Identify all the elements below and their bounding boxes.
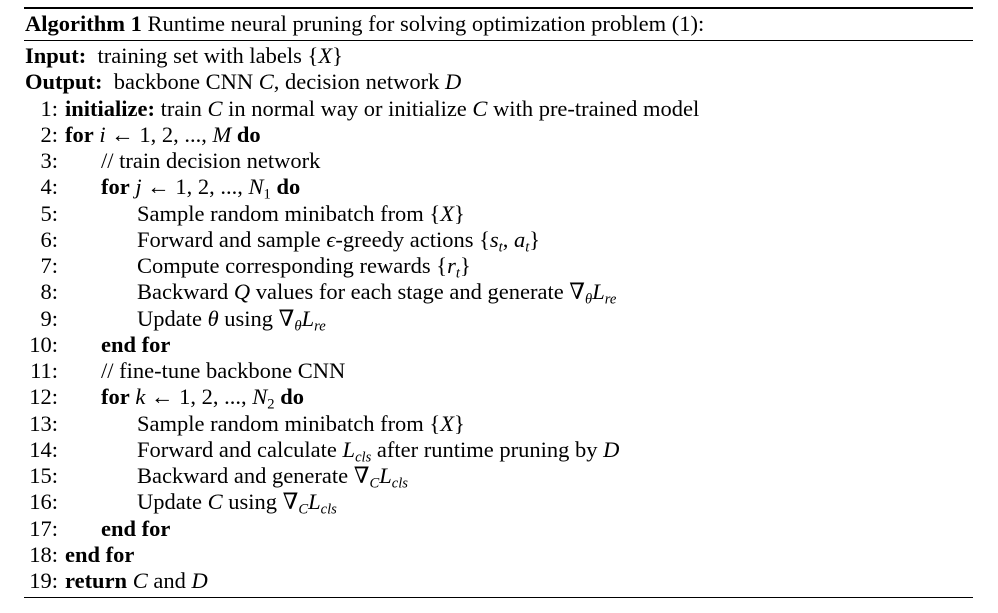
algo-line-5: 5: Sample random minibatch from {X}	[40, 200, 465, 226]
output-label: Output:	[25, 69, 103, 95]
algo-line-8: 8: Backward Q values for each stage and generate $\nabla_\theta L_{re}$	[40, 279, 617, 308]
input-label: Input:	[25, 43, 87, 68]
algo-line-2: 2: for i ← 1, 2, ..., M do	[40, 121, 261, 147]
algorithm-label: Algorithm 1	[25, 11, 142, 36]
algorithm-title: Runtime neural pruning for solving optimization problem (1):	[147, 11, 705, 36]
algo-line-18: 18: end for	[29, 541, 135, 567]
algo-line-15: 15: Backward and generate $\nabla_CL_{cls}$	[29, 463, 408, 492]
algo-line-17: 17: end for	[29, 515, 171, 541]
algo-line-1: 1: initialize: train C in normal way or initialize C with pre-trained model	[40, 95, 700, 121]
input-line: Input: training set with labels {X}	[25, 43, 343, 68]
algorithm-caption	[25, 9, 704, 39]
algo-line-14: 14: Forward and calculate $L_{cls}$ after runtime pruning by D	[29, 436, 620, 466]
algo-line-6: 6: Forward and sample ϵ-greedy actions {$s_t$, $a_t$}	[40, 226, 541, 256]
algorithm-body	[0, 43, 998, 594]
output-line: Output: backbone CNN C, decision network D	[25, 69, 462, 95]
algo-line-9: 9: Update θ using $\nabla_\theta L_{re}$	[40, 305, 326, 334]
algo-line-10: 10: end for	[29, 331, 171, 357]
algo-line-4: 4: for j ← 1, 2, ..., $N_1$ do	[40, 174, 301, 203]
algo-line-3: 3: // train decision network	[40, 148, 321, 173]
algo-line-7: 7: Compute corresponding rewards $\{r_t\}$	[40, 253, 471, 282]
algo-line-19: 19: return C and D	[29, 568, 208, 593]
caption-rule	[24, 40, 973, 41]
algo-line-13: 13: Sample random minibatch from {X}	[29, 410, 465, 436]
algo-line-12: 12: for k ← 1, 2, ..., $N_2$ do	[29, 384, 304, 413]
bottom-rule	[24, 597, 973, 598]
algo-line-16: 16: Update C using $\nabla_CL_{cls}$	[29, 489, 337, 518]
algo-line-11: 11: // fine-tune backbone CNN	[30, 358, 346, 383]
